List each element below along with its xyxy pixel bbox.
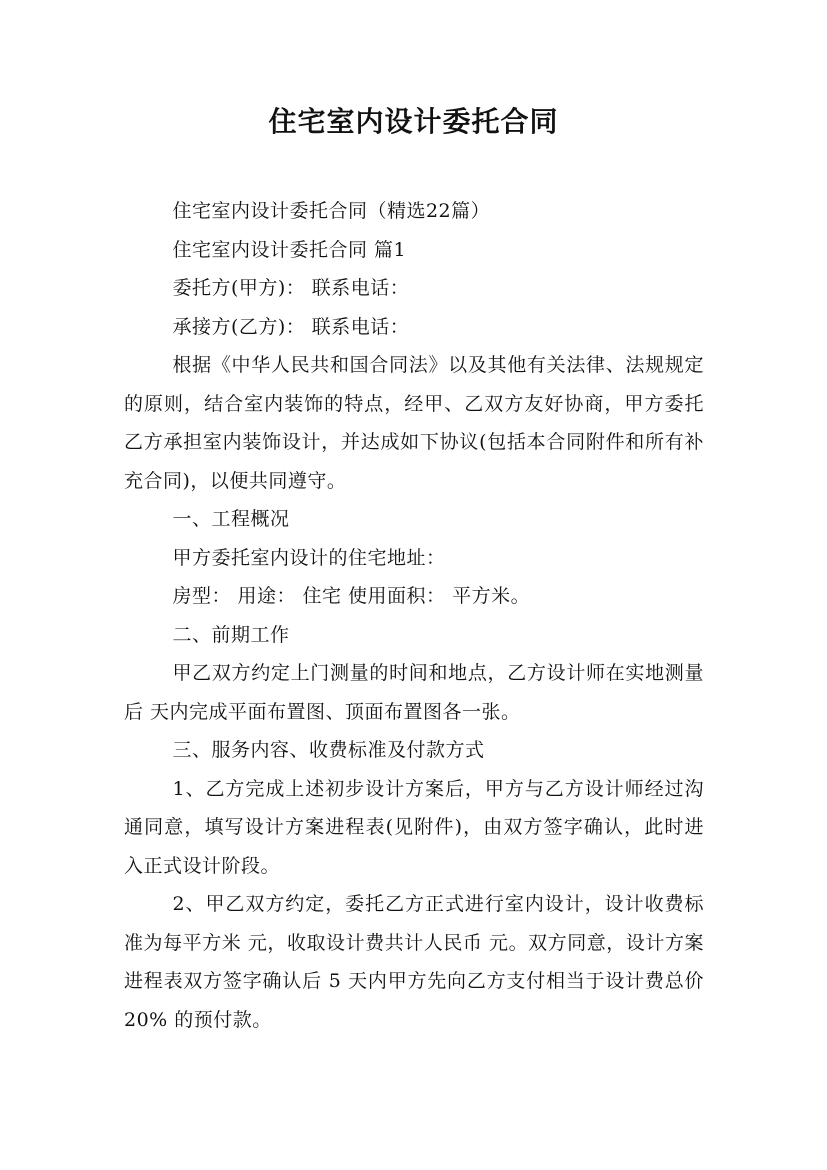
paragraph-article-heading: 住宅室内设计委托合同 篇1: [172, 238, 407, 261]
section-heading-services-fees: 三、服务内容、收费标准及付款方式: [172, 739, 485, 761]
paragraph-preamble: 根据《中华人民共和国合同法》以及其他有关法律、法规规定的原则，结合室内装饰的特点，经甲、乙双方友好协商，甲方委托乙方承担室内装饰设计，并达成如下协议(包括本合同附件和所有补充合同)，以便共同遵守。: [124, 354, 704, 492]
paragraph-clause-1: 1、乙方完成上述初步设计方案后，甲方与乙方设计师经过沟通同意，填写设计方案进程表(见附件)，由双方签字确认，此时进入正式设计阶段。: [124, 777, 704, 877]
document-title: 住宅室内设计委托合同: [268, 105, 559, 138]
paragraph-collection-title: 住宅室内设计委托合同（精选22篇）: [172, 200, 491, 222]
paragraph-party-a: 委托方(甲方)： 联系电话：: [172, 277, 410, 299]
paragraph-measurement: 甲乙双方约定上门测量的时间和地点，乙方设计师在实地测量后 天内完成平面布置图、顶面布置图各一张。: [124, 662, 704, 723]
paragraph-clause-2: 2、甲乙双方约定，委托乙方正式进行室内设计，设计收费标准为每平方米 元，收取设计费共计人民币 元。双方同意，设计方案进程表双方签字确认后 5 天内甲方先向乙方支付相当于设计费总价 20% 的预付款。: [124, 893, 704, 1031]
document-body: [124, 192, 704, 1039]
paragraph-address: 甲方委托室内设计的住宅地址：: [172, 546, 446, 569]
section-heading-preliminary-work: 二、前期工作: [172, 623, 290, 646]
section-heading-project-overview: 一、工程概况: [172, 508, 290, 530]
paragraph-party-b: 承接方(乙方)： 联系电话：: [172, 315, 410, 338]
paragraph-house-type: 房型： 用途： 住宅 使用面积： 平方米。: [172, 585, 531, 607]
